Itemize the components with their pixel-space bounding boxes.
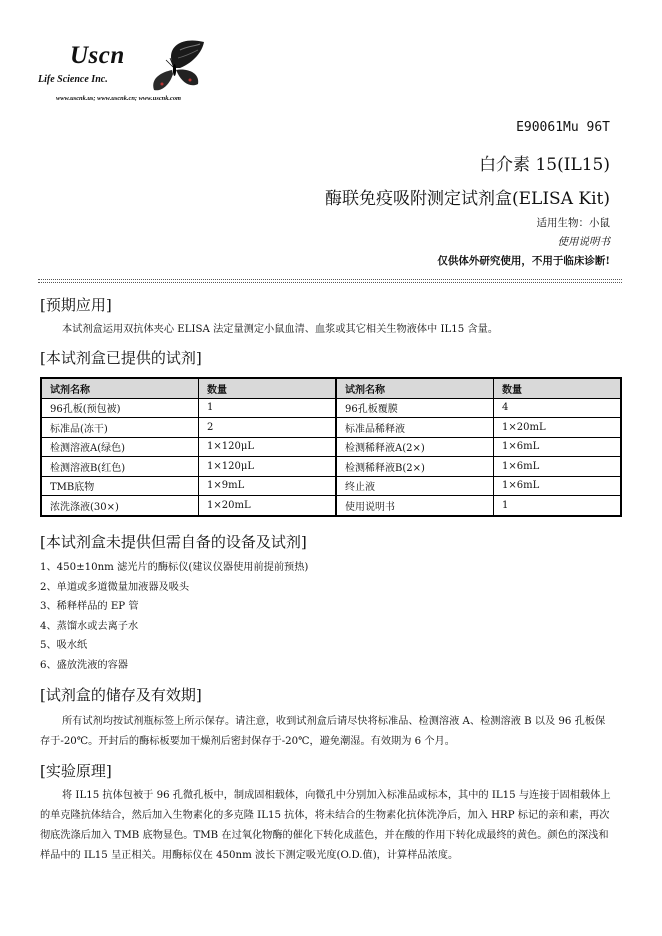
table-cell: 1 xyxy=(494,496,622,516)
table-cell: 1×120μL xyxy=(199,457,337,477)
list-item: 5、吸水纸 xyxy=(40,640,88,652)
logo-brand: Uscn xyxy=(70,42,125,69)
table-cell: 1×6mL xyxy=(494,457,622,477)
table-cell: 标准品(冻干) xyxy=(41,418,199,438)
table-row xyxy=(41,398,621,418)
list-item: 1、450±10nm 滤光片的酶标仪(建议仪器使用前提前预热) xyxy=(40,562,309,573)
product-title: 白介素 15(IL15) xyxy=(479,155,610,175)
table-cell: 使用说明书 xyxy=(336,496,494,516)
product-code: E90061Mu 96T xyxy=(516,120,610,135)
equipment-list xyxy=(40,558,308,676)
table-cell: 1×9mL xyxy=(199,476,337,496)
section-heading-principle: [实验原理] xyxy=(40,762,112,780)
list-item: 6、盛放洗液的容器 xyxy=(40,659,128,671)
storage-paragraph: 所有试剂均按试剂瓶标签上所示保存。请注意，收到试剂盒后请尽快将标准品、检测溶液 A、检测溶液 B 以及 96 孔板保存于-20℃。开封后的酶标板要加干燥剂后密封保存于-20℃，避免潮湿。有效期为 6 个月。 xyxy=(40,716,606,747)
table-cell: 4 xyxy=(494,398,622,418)
disclaimer: 仅供体外研究使用，不用于临床诊断! xyxy=(437,255,610,267)
table-cell: 1×6mL xyxy=(494,437,622,457)
table-row xyxy=(41,418,621,438)
section-heading-intended-use: [预期应用] xyxy=(40,296,112,314)
table-cell: TMB底物 xyxy=(41,476,199,496)
table-cell: 2 xyxy=(199,418,337,438)
species-label: 适用生物：小鼠 xyxy=(536,217,610,229)
list-item: 2、单道或多道微量加液器及吸头 xyxy=(40,581,190,593)
company-logo xyxy=(38,38,238,108)
table-row xyxy=(41,457,621,477)
table-cell: 96孔板(预包被) xyxy=(41,398,199,418)
list-item: 4、蒸馏水或去离子水 xyxy=(40,620,139,632)
table-row xyxy=(41,437,621,457)
table-row xyxy=(41,476,621,496)
table-cell: 终止液 xyxy=(336,476,494,496)
table-cell: 1×20mL xyxy=(494,418,622,438)
reagents-table xyxy=(40,377,622,517)
table-cell: 检测溶液A(绿色) xyxy=(41,437,199,457)
principle-paragraph: 将 IL15 抗体包被于 96 孔微孔板中，制成固相载体，向微孔中分别加入标准品或标本，其中的 IL15 与连接于固相载体上的单克隆抗体结合，然后加入生物素化的多克隆 IL15 抗体，将未结合的生物素化抗体洗净后，加入 HRP 标记的亲和素，再次彻底洗涤后加入 TMB 底物显色。TMB 在过氧化物酶的催化下转化成蓝色，并在酸的作用下转化成最终的黄色。颜色的深浅和样品中的 IL15 呈正相关。用酶标仪在 450nm 波长下测定吸光度(O.D.值)，计算样品浓度。 xyxy=(40,790,611,861)
logo-websites: www.uscnk.us; www.uscnk.cn; www.uscnk.com xyxy=(56,95,182,102)
table-cell: 96孔板覆膜 xyxy=(336,398,494,418)
table-header-row xyxy=(41,378,621,398)
divider xyxy=(38,282,622,283)
table-cell: 检测稀释液B(2×) xyxy=(336,457,494,477)
manual-label: 使用说明书 xyxy=(557,236,610,248)
table-cell: 1 xyxy=(199,398,337,418)
principle-text xyxy=(40,786,612,866)
divider xyxy=(38,279,622,280)
table-header-cell: 试剂名称 xyxy=(336,378,494,398)
section-heading-storage: [试剂盒的储存及有效期] xyxy=(40,686,202,704)
table-cell: 检测稀释液A(2×) xyxy=(336,437,494,457)
table-cell: 检测溶液B(红色) xyxy=(41,457,199,477)
table-cell: 标准品稀释液 xyxy=(336,418,494,438)
butterfly-icon xyxy=(140,38,210,94)
section-heading-provided: [本试剂盒已提供的试剂] xyxy=(40,349,202,367)
table-cell: 1×6mL xyxy=(494,476,622,496)
table-cell: 1×20mL xyxy=(199,496,337,516)
list-item: 3、稀释样品的 EP 管 xyxy=(40,601,139,613)
logo-subtitle: Life Science Inc. xyxy=(38,74,108,85)
section-heading-not-provided: [本试剂盒未提供但需自备的设备及试剂] xyxy=(40,533,307,551)
storage-text xyxy=(40,712,612,752)
table-header-cell: 数量 xyxy=(494,378,622,398)
product-subtitle: 酶联免疫吸附测定试剂盒(ELISA Kit) xyxy=(325,189,610,209)
table-header-cell: 试剂名称 xyxy=(41,378,199,398)
table-cell: 1×120μL xyxy=(199,437,337,457)
table-header-cell: 数量 xyxy=(199,378,337,398)
table-cell: 浓洗涤液(30×) xyxy=(41,496,199,516)
table-row xyxy=(41,496,621,516)
intended-use-text xyxy=(40,320,612,340)
intended-use-paragraph: 本试剂盒运用双抗体夹心 ELISA 法定量测定小鼠血清、血浆或其它相关生物液体中 IL15 含量。 xyxy=(62,324,499,335)
